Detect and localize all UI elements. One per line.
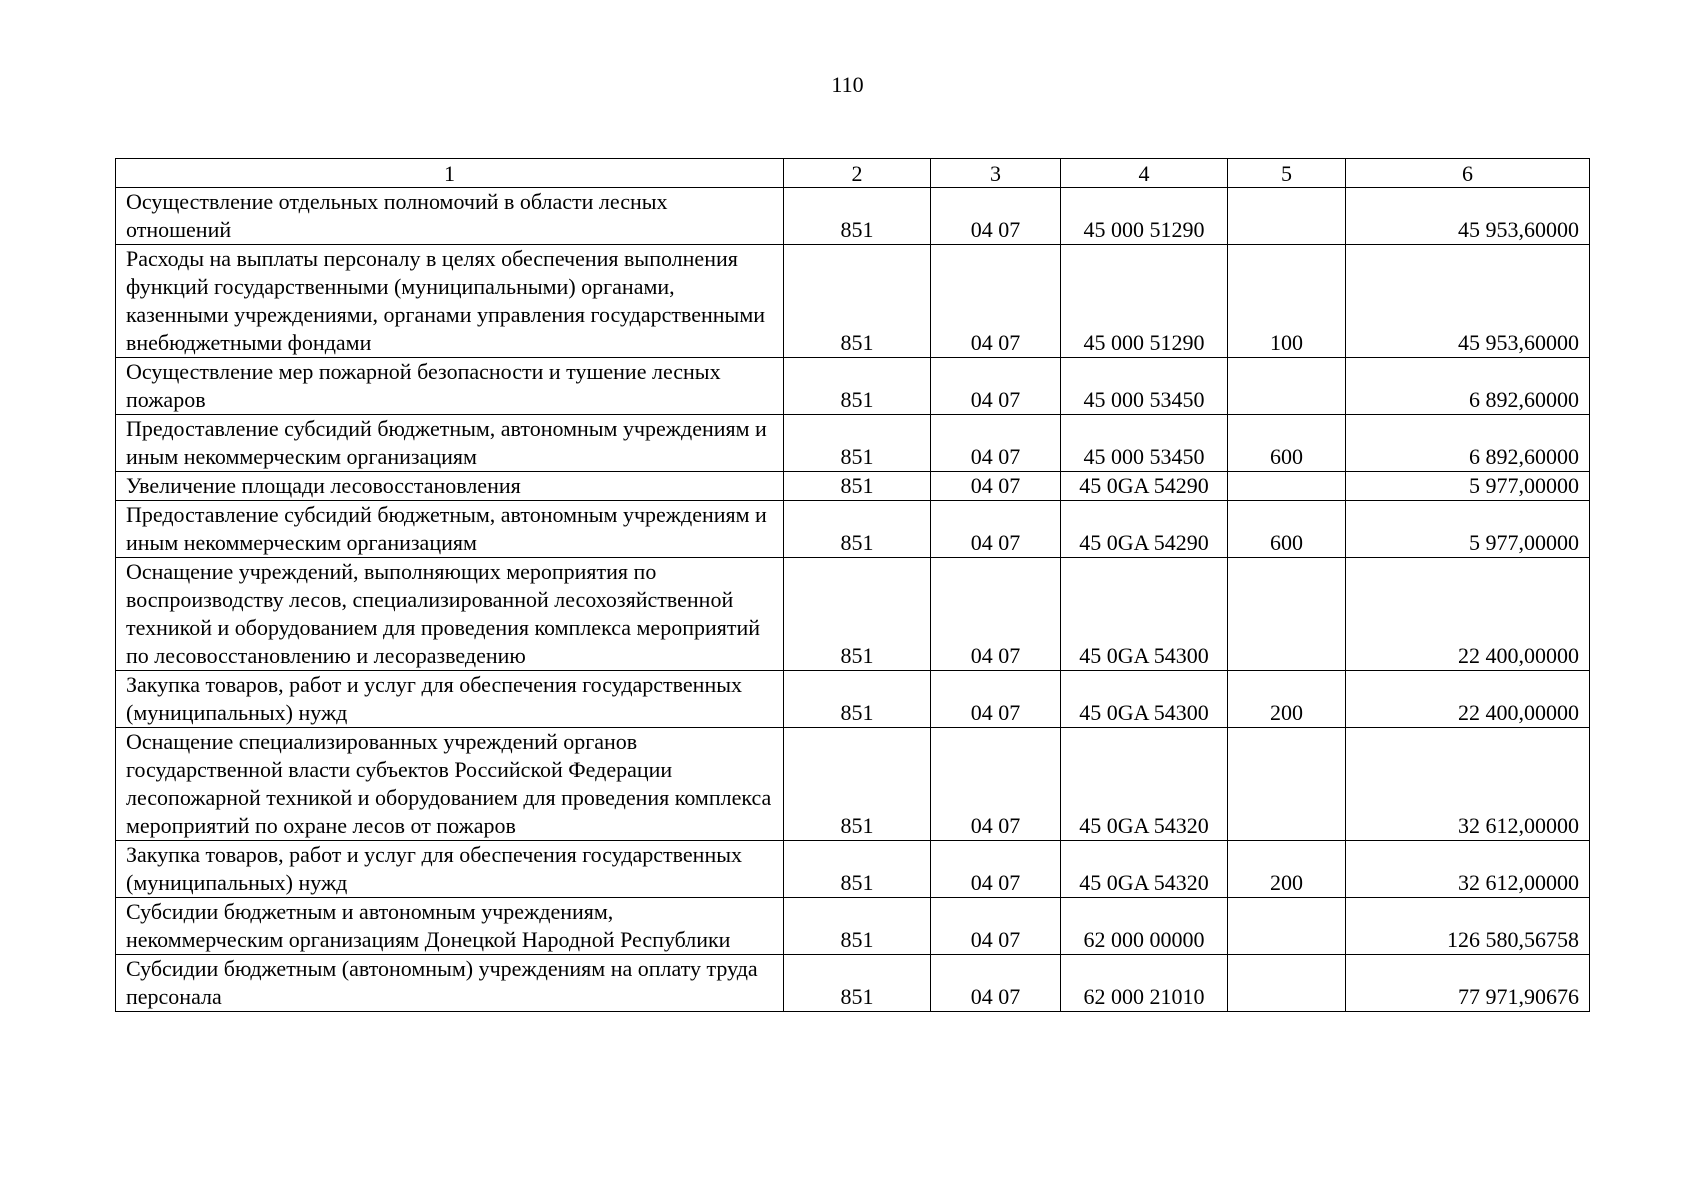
row-name-cell: Увеличение площади лесовосстановления (116, 472, 784, 501)
row-section-cell: 04 07 (931, 671, 1061, 728)
row-code-cell: 851 (784, 415, 931, 472)
row-code-cell: 851 (784, 472, 931, 501)
row-code-cell: 851 (784, 898, 931, 955)
row-type-cell: 600 (1228, 501, 1346, 558)
table-row (116, 358, 1590, 415)
column-header: 2 (784, 159, 931, 188)
row-type-cell (1228, 188, 1346, 245)
row-amount-cell: 6 892,60000 (1346, 358, 1590, 415)
table-row (116, 472, 1590, 501)
row-section-cell: 04 07 (931, 728, 1061, 841)
row-amount-cell: 22 400,00000 (1346, 671, 1590, 728)
row-type-cell (1228, 558, 1346, 671)
table-row (116, 415, 1590, 472)
row-name-cell: Закупка товаров, работ и услуг для обеспечения государственных (муниципальных) нужд (116, 671, 784, 728)
row-section-cell: 04 07 (931, 188, 1061, 245)
row-target-cell: 45 0GA 54320 (1061, 841, 1228, 898)
row-amount-cell: 5 977,00000 (1346, 472, 1590, 501)
row-section-cell: 04 07 (931, 898, 1061, 955)
row-amount-cell: 32 612,00000 (1346, 728, 1590, 841)
row-code-cell: 851 (784, 501, 931, 558)
row-name-cell: Предоставление субсидий бюджетным, автономным учреждениям и иным некоммерческим организациям (116, 501, 784, 558)
table-row (116, 558, 1590, 671)
row-code-cell: 851 (784, 728, 931, 841)
column-header: 4 (1061, 159, 1228, 188)
row-amount-cell: 77 971,90676 (1346, 955, 1590, 1012)
table-row (116, 955, 1590, 1012)
table-header-row (116, 159, 1590, 188)
row-target-cell: 45 000 51290 (1061, 188, 1228, 245)
table-row (116, 671, 1590, 728)
row-type-cell (1228, 955, 1346, 1012)
row-type-cell (1228, 728, 1346, 841)
row-type-cell (1228, 358, 1346, 415)
row-amount-cell: 32 612,00000 (1346, 841, 1590, 898)
table-row (116, 898, 1590, 955)
row-name-cell: Субсидии бюджетным и автономным учреждениям, некоммерческим организациям Донецкой Народной Республики (116, 898, 784, 955)
row-type-cell: 200 (1228, 671, 1346, 728)
row-type-cell: 200 (1228, 841, 1346, 898)
row-name-cell: Закупка товаров, работ и услуг для обеспечения государственных (муниципальных) нужд (116, 841, 784, 898)
row-code-cell: 851 (784, 671, 931, 728)
budget-table (115, 158, 1590, 1012)
row-name-cell: Осуществление отдельных полномочий в области лесных отношений (116, 188, 784, 245)
row-section-cell: 04 07 (931, 841, 1061, 898)
table-row (116, 728, 1590, 841)
row-target-cell: 62 000 21010 (1061, 955, 1228, 1012)
row-code-cell: 851 (784, 558, 931, 671)
row-section-cell: 04 07 (931, 558, 1061, 671)
row-name-cell: Осуществление мер пожарной безопасности и тушение лесных пожаров (116, 358, 784, 415)
row-name-cell: Субсидии бюджетным (автономным) учреждениям на оплату труда персонала (116, 955, 784, 1012)
row-code-cell: 851 (784, 358, 931, 415)
row-section-cell: 04 07 (931, 955, 1061, 1012)
table-row (116, 188, 1590, 245)
row-target-cell: 45 000 53450 (1061, 415, 1228, 472)
row-target-cell: 45 0GA 54320 (1061, 728, 1228, 841)
row-target-cell: 45 000 51290 (1061, 245, 1228, 358)
row-section-cell: 04 07 (931, 501, 1061, 558)
row-code-cell: 851 (784, 841, 931, 898)
row-target-cell: 45 0GA 54290 (1061, 472, 1228, 501)
row-amount-cell: 126 580,56758 (1346, 898, 1590, 955)
page-number: 110 (831, 72, 864, 97)
table-row (116, 245, 1590, 358)
row-section-cell: 04 07 (931, 415, 1061, 472)
column-header: 1 (116, 159, 784, 188)
row-name-cell: Оснащение учреждений, выполняющих мероприятия по воспроизводству лесов, специализированной лесохозяйственной техникой и оборудованием для проведения комплекса мероприятий по лесовосстановлению и лесоразведению (116, 558, 784, 671)
row-target-cell: 62 000 00000 (1061, 898, 1228, 955)
column-header: 3 (931, 159, 1061, 188)
row-target-cell: 45 0GA 54300 (1061, 558, 1228, 671)
table-row (116, 501, 1590, 558)
row-target-cell: 45 0GA 54290 (1061, 501, 1228, 558)
table-row (116, 841, 1590, 898)
row-code-cell: 851 (784, 188, 931, 245)
row-amount-cell: 45 953,60000 (1346, 188, 1590, 245)
row-code-cell: 851 (784, 245, 931, 358)
row-type-cell: 600 (1228, 415, 1346, 472)
row-amount-cell: 45 953,60000 (1346, 245, 1590, 358)
row-type-cell (1228, 472, 1346, 501)
row-section-cell: 04 07 (931, 472, 1061, 501)
row-target-cell: 45 0GA 54300 (1061, 671, 1228, 728)
row-name-cell: Предоставление субсидий бюджетным, автономным учреждениям и иным некоммерческим организациям (116, 415, 784, 472)
row-type-cell: 100 (1228, 245, 1346, 358)
row-name-cell: Расходы на выплаты персоналу в целях обеспечения выполнения функций государственными (муниципальными) органами, казенными учреждениями, органами управления государственными внебюджетными фондами (116, 245, 784, 358)
row-target-cell: 45 000 53450 (1061, 358, 1228, 415)
table-body (116, 188, 1590, 1012)
row-section-cell: 04 07 (931, 245, 1061, 358)
row-name-cell: Оснащение специализированных учреждений органов государственной власти субъектов Российской Федерации лесопожарной техникой и оборудованием для проведения комплекса мероприятий по охране лесов от пожаров (116, 728, 784, 841)
row-amount-cell: 22 400,00000 (1346, 558, 1590, 671)
row-amount-cell: 5 977,00000 (1346, 501, 1590, 558)
row-code-cell: 851 (784, 955, 931, 1012)
row-type-cell (1228, 898, 1346, 955)
row-amount-cell: 6 892,60000 (1346, 415, 1590, 472)
row-section-cell: 04 07 (931, 358, 1061, 415)
column-header: 5 (1228, 159, 1346, 188)
column-header: 6 (1346, 159, 1590, 188)
